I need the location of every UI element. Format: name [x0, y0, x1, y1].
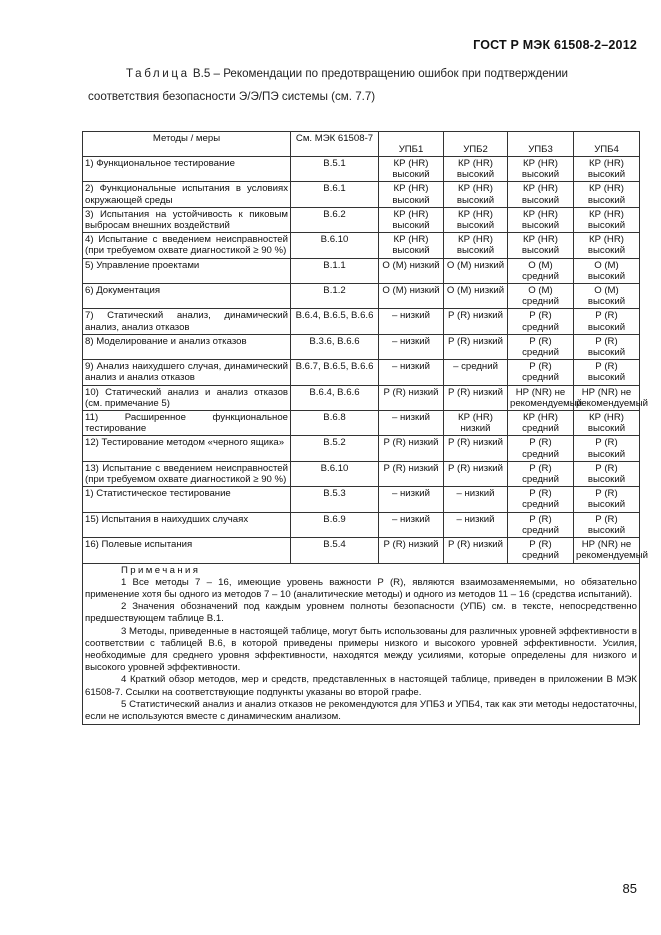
- sil4-cell: НР (NR) не рекомендуемый: [574, 538, 640, 563]
- sil3-cell: Р (R) средний: [508, 461, 574, 486]
- sil4-cell: КР (HR) высокий: [574, 157, 640, 182]
- sil2-cell: КР (HR) высокий: [444, 157, 508, 182]
- table-row: [83, 436, 640, 461]
- ref-cell: В.6.1: [291, 182, 379, 207]
- ref-cell: В.6.10: [291, 461, 379, 486]
- method-cell: 7) Статический анализ, динамический анализ, анализ отказов: [83, 309, 291, 334]
- table-caption: [88, 62, 638, 108]
- ref-cell: В.6.4, В.6.5, В.6.6: [291, 309, 379, 334]
- ref-cell: В.6.4, В.6.6: [291, 385, 379, 410]
- sil2-cell: Р (R) низкий: [444, 309, 508, 334]
- table-row: [83, 157, 640, 182]
- sil4-cell: О (М) высокий: [574, 258, 640, 283]
- sil2-cell: Р (R) низкий: [444, 334, 508, 359]
- page-number: 85: [622, 881, 637, 896]
- sil3-cell: КР (HR) средний: [508, 411, 574, 436]
- table-row: [83, 385, 640, 410]
- sil1-cell: О (М) низкий: [379, 258, 444, 283]
- sil2-cell: Р (R) низкий: [444, 385, 508, 410]
- sil3-cell: Р (R) средний: [508, 360, 574, 385]
- method-cell: 11) Расширенное функциональное тестирование: [83, 411, 291, 436]
- table-row: [83, 233, 640, 258]
- notes-title: Примечания: [121, 564, 201, 576]
- method-cell: 5) Управление проектами: [83, 258, 291, 283]
- sil3-cell: Р (R) средний: [508, 538, 574, 563]
- ref-cell: В.5.3: [291, 487, 379, 512]
- sil4-cell: КР (HR) высокий: [574, 233, 640, 258]
- ref-cell: В.6.8: [291, 411, 379, 436]
- sil4-cell: Р (R) высокий: [574, 436, 640, 461]
- sil1-cell: О (М) низкий: [379, 284, 444, 309]
- method-cell: 1) Статистическое тестирование: [83, 487, 291, 512]
- ref-cell: В.6.10: [291, 233, 379, 258]
- sil3-cell: НР (NR) не рекомендуемый: [508, 385, 574, 410]
- caption-label: Таблица: [126, 67, 190, 80]
- sil2-cell: Р (R) низкий: [444, 461, 508, 486]
- table-row: [83, 334, 640, 359]
- sil2-cell: – низкий: [444, 512, 508, 537]
- ref-cell: В.5.2: [291, 436, 379, 461]
- sil3-cell: О (М) средний: [508, 258, 574, 283]
- sil3-cell: Р (R) средний: [508, 436, 574, 461]
- sil2-cell: О (М) низкий: [444, 284, 508, 309]
- method-cell: 8) Моделирование и анализ отказов: [83, 334, 291, 359]
- sil4-cell: О (М) высокий: [574, 284, 640, 309]
- table-row: [83, 182, 640, 207]
- method-cell: 9) Анализ наихудшего случая, динамический анализ и анализ отказов: [83, 360, 291, 385]
- table-header-row: [83, 132, 640, 157]
- ref-cell: В.5.4: [291, 538, 379, 563]
- table-row: [83, 207, 640, 232]
- table-row: [83, 258, 640, 283]
- method-cell: 10) Статический анализ и анализ отказов (см. примечание 5): [83, 385, 291, 410]
- sil2-cell: КР (HR) высокий: [444, 182, 508, 207]
- sil1-cell: Р (R) низкий: [379, 538, 444, 563]
- sil3-cell: КР (HR) высокий: [508, 207, 574, 232]
- table-row: [83, 512, 640, 537]
- sil2-cell: КР (HR) высокий: [444, 207, 508, 232]
- table-row: [83, 309, 640, 334]
- table-row: [83, 461, 640, 486]
- note-3: 3 Методы, приведенные в настоящей таблице, могут быть использованы для различных уровней эффективности в соответствии с таблицей В.6, в которой приведены примеры низкого и высокого уровней эффективности. Усилия, необходимые для среднего уровня эффективности, находятся между усилиями, которые определены для низкого и высокого уровней эффективности.: [85, 625, 638, 674]
- header-sil1: УПБ1: [379, 132, 444, 157]
- sil2-cell: КР (HR) высокий: [444, 233, 508, 258]
- caption-title-line1: В.5 – Рекомендации по предотвращению ошибок при подтверждении: [192, 67, 569, 80]
- sil1-cell: Р (R) низкий: [379, 461, 444, 486]
- ref-cell: В.6.9: [291, 512, 379, 537]
- sil1-cell: – низкий: [379, 360, 444, 385]
- sil3-cell: О (М) средний: [508, 284, 574, 309]
- table-row: [83, 360, 640, 385]
- sil1-cell: КР (HR) высокий: [379, 207, 444, 232]
- method-cell: 15) Испытания в наихудших случаях: [83, 512, 291, 537]
- sil4-cell: НР (NR) не рекомендуемый: [574, 385, 640, 410]
- note-1: 1 Все методы 7 – 16, имеющие уровень важности Р (R), являются взаимозаменяемыми, но обязательно применение хотя бы одного из методов 7 – 10 (аналитические методы) и одного из методов 11 – 16 (средства испытаний).: [85, 576, 637, 600]
- ref-cell: В.6.7, В.6.5, В.6.6: [291, 360, 379, 385]
- sil4-cell: Р (R) высокий: [574, 309, 640, 334]
- sil1-cell: Р (R) низкий: [379, 436, 444, 461]
- header-sil2: УПБ2: [444, 132, 508, 157]
- method-cell: 13) Испытание с введением неисправностей (при требуемом охвате диагностикой ≥ 90 %): [83, 461, 291, 486]
- note-2: 2 Значения обозначений под каждым уровнем полноты безопасности (УПБ) см. в тексте, непосредственно предшествующем таблице В.1.: [85, 601, 637, 625]
- caption-title-line2: соответствия безопасности Э/Э/ПЭ системы (см. 7.7): [88, 90, 376, 103]
- sil3-cell: КР (HR) высокий: [508, 182, 574, 207]
- sil3-cell: Р (R) средний: [508, 334, 574, 359]
- method-cell: 2) Функциональные испытания в условиях окружающей среды: [83, 182, 291, 207]
- notes-row: [83, 563, 640, 725]
- sil1-cell: КР (HR) высокий: [379, 182, 444, 207]
- sil4-cell: Р (R) высокий: [574, 334, 640, 359]
- table-row: [83, 284, 640, 309]
- ref-cell: В.1.1: [291, 258, 379, 283]
- sil3-cell: Р (R) средний: [508, 309, 574, 334]
- method-cell: 3) Испытания на устойчивость к пиковым выбросам внешних воздействий: [83, 207, 291, 232]
- sil4-cell: Р (R) высокий: [574, 461, 640, 486]
- header-sil4: УПБ4: [574, 132, 640, 157]
- sil3-cell: КР (HR) высокий: [508, 233, 574, 258]
- sil2-cell: – низкий: [444, 487, 508, 512]
- header-sil3: УПБ3: [508, 132, 574, 157]
- sil3-cell: Р (R) средний: [508, 487, 574, 512]
- method-cell: 16) Полевые испытания: [83, 538, 291, 563]
- recommendations-table: [82, 131, 649, 725]
- method-cell: 6) Документация: [83, 284, 291, 309]
- ref-cell: В.3.6, В.6.6: [291, 334, 379, 359]
- method-cell: 4) Испытание с введением неисправностей (при требуемом охвате диагностикой ≥ 90 %): [83, 233, 291, 258]
- sil1-cell: – низкий: [379, 512, 444, 537]
- note-4: 4 Краткий обзор методов, мер и средств, представленных в настоящей таблице, приведен в приложении В МЭК 61508-7. Ссылки на соответствующие подпункты указаны во второй графе.: [85, 674, 637, 698]
- sil1-cell: Р (R) низкий: [379, 385, 444, 410]
- header-methods: Методы / меры: [83, 132, 291, 157]
- sil1-cell: КР (HR) высокий: [379, 233, 444, 258]
- sil2-cell: – средний: [444, 360, 508, 385]
- ref-cell: В.6.2: [291, 207, 379, 232]
- sil2-cell: Р (R) низкий: [444, 538, 508, 563]
- sil4-cell: КР (HR) высокий: [574, 411, 640, 436]
- sil4-cell: КР (HR) высокий: [574, 182, 640, 207]
- sil3-cell: КР (HR) высокий: [508, 157, 574, 182]
- header-ref: См. МЭК 61508-7: [291, 132, 379, 157]
- table-row: [83, 487, 640, 512]
- standard-header: ГОСТ Р МЭК 61508-2–2012: [473, 38, 637, 52]
- table-row: [83, 411, 640, 436]
- method-cell: 1) Функциональное тестирование: [83, 157, 291, 182]
- ref-cell: В.1.2: [291, 284, 379, 309]
- sil1-cell: – низкий: [379, 334, 444, 359]
- method-cell: 12) Тестирование методом «черного ящика»: [83, 436, 291, 461]
- sil2-cell: О (М) низкий: [444, 258, 508, 283]
- sil4-cell: КР (HR) высокий: [574, 207, 640, 232]
- sil1-cell: – низкий: [379, 487, 444, 512]
- sil1-cell: – низкий: [379, 411, 444, 436]
- sil3-cell: Р (R) средний: [508, 512, 574, 537]
- ref-cell: В.5.1: [291, 157, 379, 182]
- sil4-cell: Р (R) высокий: [574, 360, 640, 385]
- sil1-cell: – низкий: [379, 309, 444, 334]
- sil2-cell: Р (R) низкий: [444, 436, 508, 461]
- notes-cell: [83, 563, 640, 725]
- sil4-cell: Р (R) высокий: [574, 487, 640, 512]
- note-5: 5 Статистический анализ и анализ отказов не рекомендуются для УПБ3 и УПБ4, так как эти методы недостаточны, если не используются вместе с динамическим анализом.: [85, 698, 637, 722]
- sil1-cell: КР (HR) высокий: [379, 157, 444, 182]
- sil4-cell: Р (R) высокий: [574, 512, 640, 537]
- sil2-cell: КР (HR) низкий: [444, 411, 508, 436]
- table-row: [83, 538, 640, 563]
